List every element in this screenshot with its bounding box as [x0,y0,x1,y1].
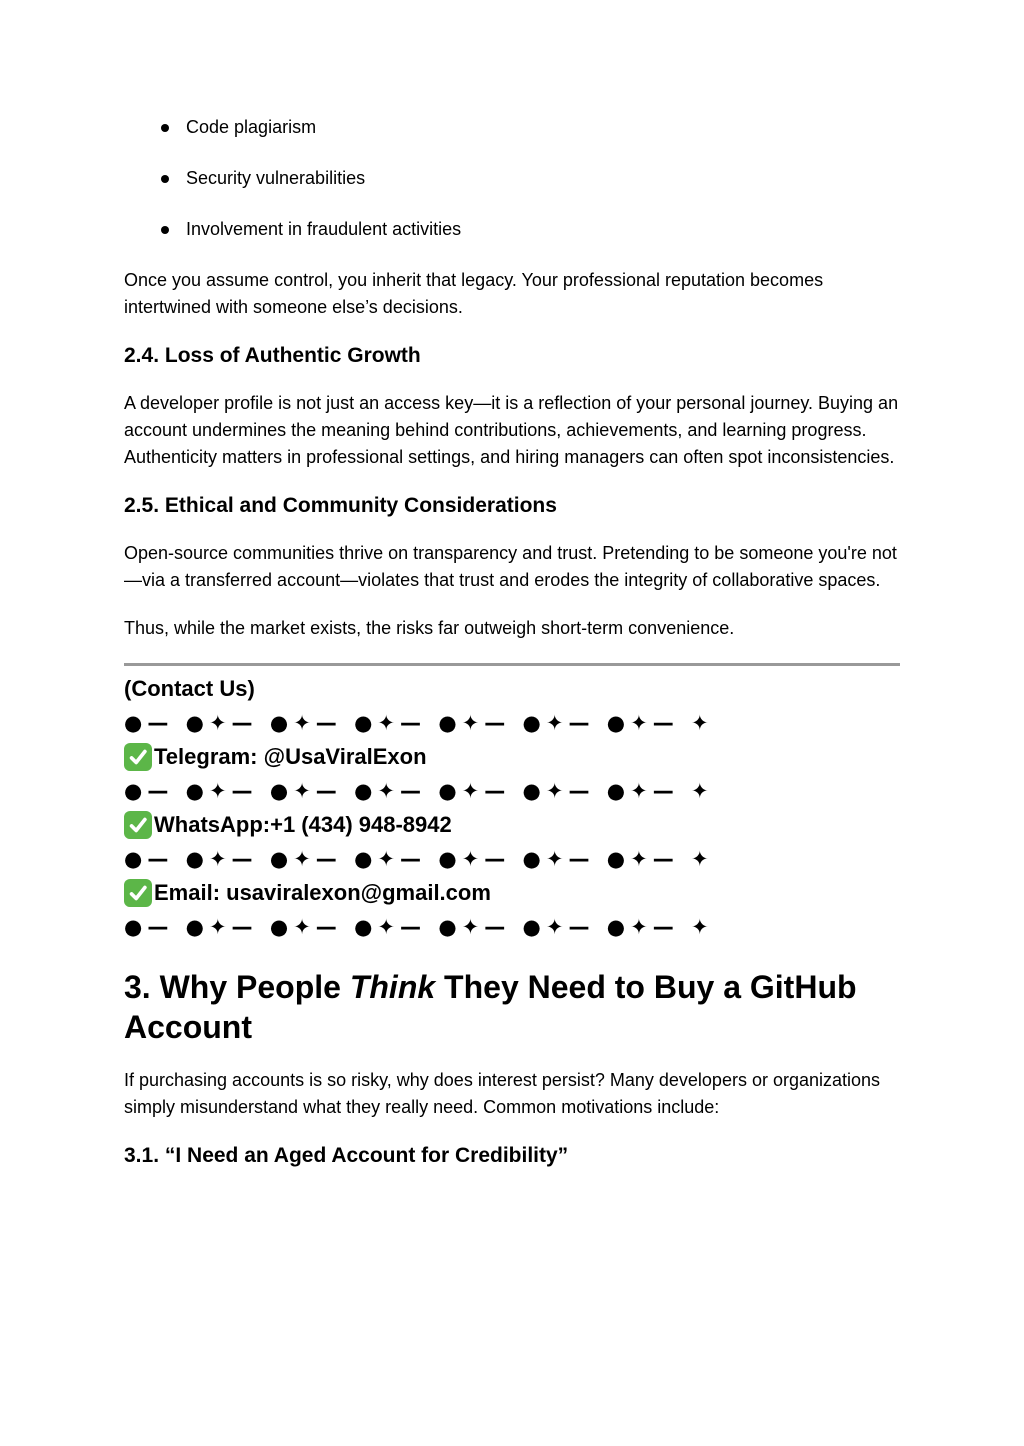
paragraph-authentic-growth: A developer profile is not just an access key—it is a reflection of your personal journey. Buying an account undermines the meaning behind contributions, achievements, and learning progress. Authenticity matters in professional settings, and hiring managers can often spot inconsistencies. [124,393,899,467]
bullet-icon [161,124,169,132]
bullet-list [124,114,900,243]
contact-line-whatsapp [124,808,900,842]
list-item [124,216,900,243]
list-item-text: Security vulnerabilities [186,168,366,188]
decorative-separator: ●— ●✦— ●✦— ●✦— ●✦— ●✦— ●✦— ✦ [124,915,714,939]
check-icon [124,743,152,771]
list-item-text: Code plagiarism [186,117,317,137]
bullet-icon [161,175,169,183]
check-icon [124,811,152,839]
contact-email-text: Email: usaviralexon@gmail.com [154,880,491,905]
heading-2-5: 2.5. Ethical and Community Considerations [124,494,557,517]
paragraph-section-3-intro: If purchasing accounts is so risky, why does interest persist? Many developers or organizations simply misunderstand what they really need. Common motivations include: [124,1070,881,1117]
decorative-separator: ●— ●✦— ●✦— ●✦— ●✦— ●✦— ●✦— ✦ [124,711,714,735]
section-3-title-italic: Think [349,969,436,1005]
paragraph-ethics: Open-source communities thrive on transparency and trust. Pretending to be someone you're not—via a transferred account—violates that trust and erodes the integrity of collaborative spaces. [124,543,897,590]
contact-heading: (Contact Us) [124,676,255,701]
section-3-title [124,967,900,1047]
check-icon [124,879,152,907]
list-item-text: Involvement in fraudulent activities [186,219,462,239]
paragraph-legacy: Once you assume control, you inherit that legacy. Your professional reputation becomes intertwined with someone else’s decisions. [124,270,824,317]
section-3-title-prefix: 3. Why People [124,969,350,1005]
list-item [124,114,900,141]
contact-line-email [124,876,900,910]
contact-section [124,672,900,944]
contact-telegram-text: Telegram: @UsaViralExon [154,744,427,769]
paragraph-market: Thus, while the market exists, the risks far outweigh short-term convenience. [124,618,735,638]
list-item [124,165,900,192]
heading-3-1: 3.1. “I Need an Aged Account for Credibility” [124,1144,569,1167]
decorative-separator: ●— ●✦— ●✦— ●✦— ●✦— ●✦— ●✦— ✦ [124,847,714,871]
bullet-icon [161,226,169,234]
contact-line-telegram [124,740,900,774]
contact-whatsapp-text: WhatsApp:+1 (434) 948-8942 [154,812,452,837]
decorative-separator: ●— ●✦— ●✦— ●✦— ●✦— ●✦— ●✦— ✦ [124,779,714,803]
section-3-title-suffix: They Need to Buy a GitHub Account [124,969,857,1045]
horizontal-rule [124,663,900,666]
heading-2-4: 2.4. Loss of Authentic Growth [124,344,421,367]
